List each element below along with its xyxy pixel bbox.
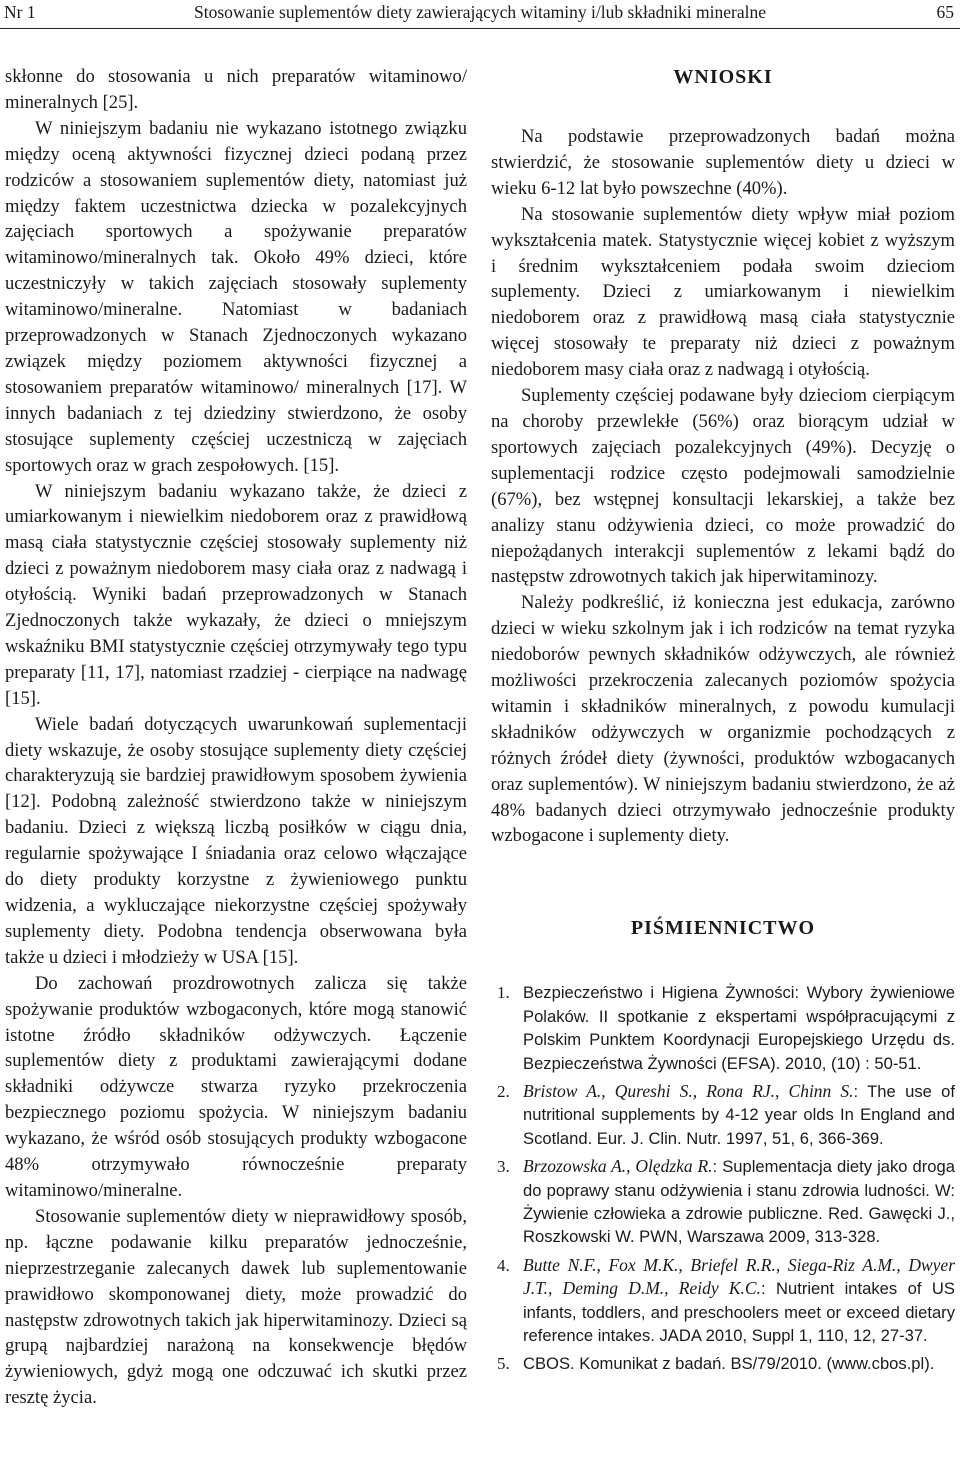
body-paragraph: W niniejszym badaniu nie wykazano istotnego związku między oceną aktywności fizycznej dzieci podaną przez rodziców a stosowaniem suplementów diety, natomiast już między faktem uczestnictwa dziecka w pozalekcyjnych zajęciach sportowych a spożywanie preparatów witaminowo/mineralnych tak. Około 49% dzieci, które uczestniczyły w takich zajęciach stosowały suplementy witaminowo/mineralne. Natomiast w badaniach przeprowadzonych w Stanach Zjednoczonych wykazano związek między poziomem aktywności fizycznej a stosowaniem preparatów witaminowo/ mineralnych [17]. W innych badaniach z tej dziedziny stwierdzono, że osoby stosujące suplementy częściej uczestniczą w zajęciach sportowych oraz w grach zespołowych. [15]. [5,117,467,476]
conclusion-paragraph: Suplementy częściej podawane były dzieciom cierpiącym na choroby przewlekłe (56%) oraz biorącym udział w sportowych zajęciach pozalekcyjnych (49%). Decyzję o suplementacji rodzice często podejmowali samodzielnie (67%), bez wstępnej konsultacji lekarskiej, a także bez analizy stanu odżywienia dzieci, co może prowadzić do niepożądanych interakcji suplementów z lekami bądź do następstw zdrowotnych takich jak hiperwitaminozy. [491,385,955,588]
body-paragraph: W niniejszym badaniu wykazano także, że dzieci z umiarkowanym i niewielkim niedoborem oraz z prawidłową masą ciała statystycznie częściej stosowały suplementy niż dzieci z poważnym niedoborem masy ciała oraz z nadwagą i otyłością. Wyniki badań przeprowadzonych w Stanach Zjednoczonych także wykazały, że dzieci o mniejszym wskaźniku BMI statystycznie częściej otrzymywały tego typu preparaty [11, 17], natomiast rzadziej - cierpiące na nadwagę [15]. [5,480,467,709]
reference-text: : Suplementacja diety jako droga do poprawy stanu odżywienia i stanu zdrowia ludności. W: Żywienie człowieka a zdrowie publiczne. Red. Gawęcki J., Roszkowski W. PWN, Warszawa 2009, 313-328. [523,1157,955,1247]
reference-authors: Butte N.F., Fox M.K., Briefel R.R., Siega-Riz A.M., Dwyer J.T., Deming D.M., Reidy K.C. [523,1254,955,1299]
conclusion-paragraph: Na stosowanie suplementów diety wpływ miał poziom wykształcenia matek. Statystycznie więcej kobiet z wyższym i średnim wykształceniem podała swoim dzieciom suplementy. Dzieci z umiarkowanym i niewielkim niedoborem oraz z prawidłową masą ciała statystycznie więcej stosowały te preparaty niż dzieci z poważnym niedoborem masy ciała oraz z nadwagą i otyłością. [491,203,955,381]
reference-number: 5. [497,1354,510,1374]
left-column [5,64,467,1411]
conclusion-paragraph: Należy podkreślić, iż konieczna jest edukacja, zarówno dzieci w wieku szkolnym jak i ich rodziców na temat ryzyka niedoborów pewnych składników odżywczych, ale również możliwości przekroczenia zalecanych poziomów spożycia witamin i składników mineralnych, z powodu kumulacji składników odżywczych w organizmie pochodzących z różnych źródeł diety (żywności, produktów wzbogacanych oraz suplementów). W niniejszym badaniu stwierdzono, że aż 48% badanych dzieci otrzymywało jednocześnie produkty wzbogacone i suplementy diety. [491,592,955,847]
issue-number: Nr 1 [4,2,36,22]
reference-number: 3. [497,1157,510,1177]
reference-text: : The use of nutritional supplements by 4-12 year olds In England and Scotland. Eur. J. Clin. Nutr. 1997, 51, 6, 366-369. [523,1082,956,1148]
body-paragraph: Wiele badań dotyczących uwarunkowań suplementacji diety wskazuje, że osoby stosujące suplementy diety częściej charakteryzują sie bardziej prawidłowym sposobem żywienia [12]. Podobną zależność stwierdzono także w niniejszym badaniu. Dzieci z większą liczbą posiłków w ciągu dnia, regularnie spożywające I śniadania oraz celowo włączające do diety produkty korzystne z żywieniowego punktu widzenia, a wykluczające niekorzystne częściej spożywały suplementy diety. Podobna tendencja obserwowana była także u dzieci i młodzieży w USA [15]. [5,713,467,968]
reference-authors: Bristow A., Qureshi S., Rona RJ., Chinn S. [523,1081,854,1101]
reference-number: 4. [497,1255,510,1275]
references-list [491,981,955,1376]
references-heading: PIŚMIENNICTWO [630,917,816,940]
reference-item [491,1254,955,1348]
page-number: 65 [936,2,954,22]
reference-item [491,1155,955,1249]
reference-text: Bezpieczeństwo i Higiena Żywności: Wybory żywieniowe Polaków. II spotkanie z ekspertami współpracującymi z Polskim Punktem Koordynacji Europejskiego Urzędu ds. Bezpieczeństwa Żywności (EFSA). 2010, (10) : 50-51. [523,983,955,1073]
body-paragraph: skłonne do stosowania u nich preparatów witaminowo/ mineralnych [25]. [5,66,467,113]
right-column [491,64,955,1381]
reference-item [491,981,955,1075]
body-paragraph: Do zachowań prozdrowotnych zalicza się także spożywanie produktów wzbogaconych, które mogą stanowić istotne źródło składników odżywczych. Łączenie suplementów diety z produktami zawierającymi dodane składniki odżywcze stwarza ryzyko przekroczenia bezpiecznego poziomu spożycia. W niniejszym badaniu wykazano, że wśród osób stosujących produkty wzbogacone 48% otrzymywało równocześnie preparaty witaminowo/mineralne. [5,972,467,1201]
body-paragraph: Stosowanie suplementów diety w nieprawidłowy sposób, np. łączne podawanie kilku preparatów jednocześnie, nieprzestrzeganie zalecanych dawek lub suplementowanie prawidłowo skomponowanej diety, może prowadzić do następstw zdrowotnych takich jak hiperwitaminozy. Dzieci są grupą najbardziej narażoną na konsekwencje błędów żywieniowych, gdyż mogą one odczuwać ich skutki przez resztę życia. [5,1205,467,1409]
reference-text: : Nutrient intakes of US infants, toddlers, and preschoolers meet or exceed dietary reference intakes. JADA 2010, Suppl 1, 110, 12, 27-37. [523,1279,955,1346]
reference-item [491,1352,955,1375]
reference-number: 1. [497,983,510,1003]
reference-item [491,1080,955,1150]
running-header [0,0,960,29]
running-title: Stosowanie suplementów diety zawierających witaminy i/lub składniki mineralne [193,2,766,22]
conclusions-heading: WNIOSKI [673,66,773,88]
reference-text: CBOS. Komunikat z badań. BS/79/2010. (www.cbos.pl). [523,1354,935,1374]
reference-authors: Brzozowska A., Olędzka R. [523,1156,713,1177]
conclusion-paragraph: Na podstawie przeprowadzonych badań można stwierdzić, że stosowanie suplementów diety u dzieci w wieku 6-12 lat było powszechne (40%). [491,126,955,199]
reference-number: 2. [497,1082,510,1101]
